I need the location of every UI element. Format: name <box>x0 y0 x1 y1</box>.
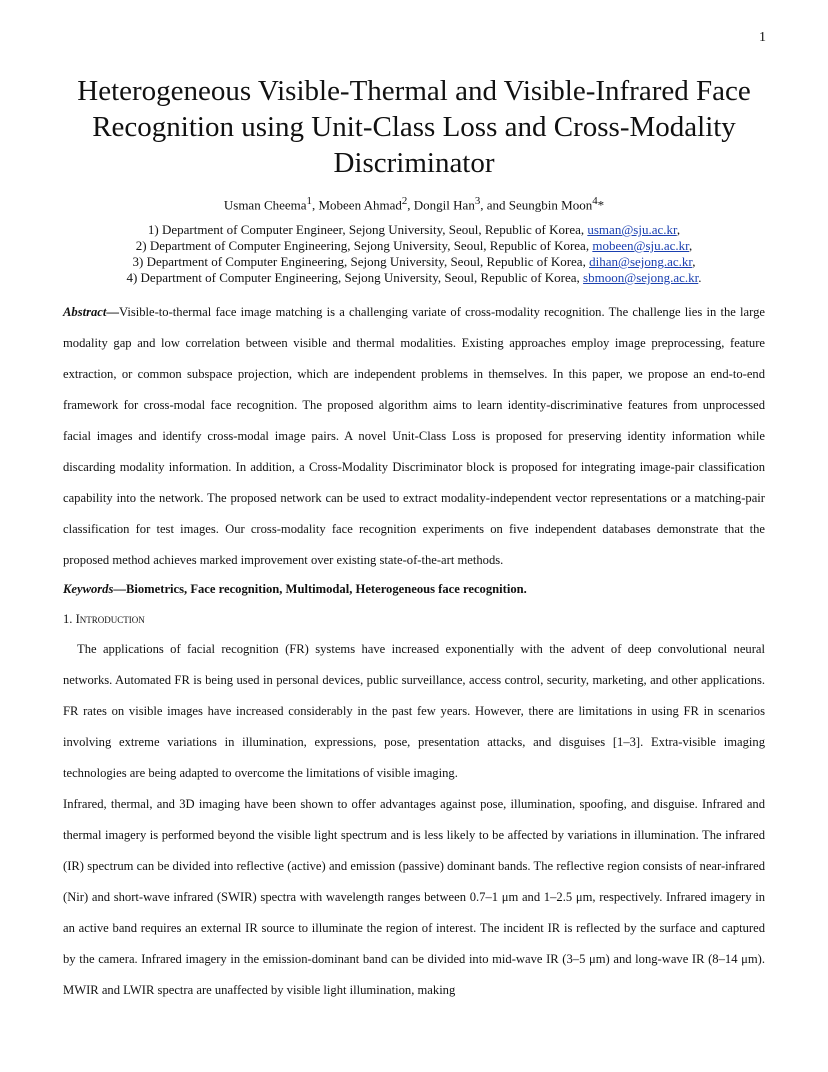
affiliation-line <box>40 222 788 238</box>
email-link[interactable]: mobeen@sju.ac.kr <box>592 238 689 253</box>
keywords <box>63 579 765 599</box>
affiliation-punctuation: . <box>698 270 702 285</box>
affiliation-punctuation: , <box>692 254 696 269</box>
affiliation-punctuation: , <box>676 222 681 237</box>
author-name: Seungbin Moon <box>508 197 593 213</box>
author-separator: , and <box>480 197 509 213</box>
affiliation-text: 4) Department of Computer Engineering, Sejong University, Seoul, Republic of Korea, <box>126 270 584 285</box>
affiliation-line <box>40 238 788 254</box>
page-number: 1 <box>759 30 766 45</box>
email-link[interactable]: usman@sju.ac.kr <box>587 222 677 237</box>
section-title: Introduction <box>75 612 145 626</box>
author-affiliation-index: 4 <box>592 195 598 207</box>
affiliation-text: 3) Department of Computer Engineering, Sejong University, Seoul, Republic of Korea, <box>132 254 590 269</box>
email-link[interactable]: dihan@sejong.ac.kr <box>589 254 693 269</box>
intro-paragraph: Infrared, thermal, and 3D imaging have been shown to offer advantages against pose, illumination, spoofing, and disguise. Infrared and thermal imagery is performed beyond the visible light spectrum and is less likely to be affected by variations in illumination. The infrared (IR) spectrum can be divided into reflective (active) and emission (passive) dominant bands. The reflective region consists of near-infrared (Nir) and short-wave infrared (SWIR) spectra with wavelength ranges between 0.7–1 μm and 1–2.5 μm, respectively. Infrared imagery in an active band requires an external IR source to illuminate the region of interest. The incident IR is reflected by the surface and captured by the camera. Infrared imagery in the emission-dominant band can be divided into mid-wave IR (3–5 μm) and long-wave IR (8–14 μm). MWIR and LWIR spectra are unaffected by visible light illumination, making <box>63 797 765 997</box>
affiliation-list <box>40 222 788 286</box>
author-list <box>60 193 768 213</box>
affiliation-punctuation: , <box>689 238 693 253</box>
email-link[interactable]: sbmoon@sejong.ac.kr <box>583 270 699 285</box>
author-name: Dongil Han <box>413 197 475 213</box>
paper-title: Heterogeneous Visible-Thermal and Visible-Infrared Face Recognition using Unit-Class Loss and Cross-Modality Discriminator <box>77 75 751 179</box>
author-name: Usman Cheema <box>223 197 307 213</box>
abstract-label: Abstract <box>63 305 107 319</box>
author-affiliation-index: 1 <box>306 195 312 207</box>
keywords-label: Keywords <box>63 582 114 596</box>
intro-paragraph: The applications of facial recognition (FR) systems have increased exponentially with the advent of deep convolutional neural networks. Automated FR is being used in personal devices, public surveillance, access control, security, marketing, and other applications. FR rates on visible images have increased considerably in the past few years. However, there are limitations in using FR in scenarios involving extreme variations in illumination, expressions, pose, presentation attacks, and disguises [1–3]. Extra-visible imaging technologies are being adapted to overcome the limitations of visible imaging. <box>63 642 765 780</box>
abstract <box>63 297 765 576</box>
abstract-text: Visible-to-thermal face image matching is a challenging variate of cross-modality recognition. The challenge lies in the large modality gap and low correlation between visible and thermal modalities. Existing approaches employ image preprocessing, feature extraction, or common subspace projection, which are independent problems in themselves. In this paper, we propose an end-to-end framework for cross-modal face recognition. The proposed algorithm aims to learn identity-discriminative features from unprocessed facial images and identify cross-modal image pairs. A novel Unit-Class Loss is proposed for preserving identity information while discarding modality information. In addition, a Cross-Modality Discriminator block is proposed for integrating image-pair classification capability into the network. The proposed network can be used to extract modality-independent vector representations or a matching-pair classification for test images. Our cross-modality face recognition experiments on five independent databases demonstrate that the proposed method achieves marked improvement over existing state-of-the-art methods. <box>63 305 765 567</box>
affiliation-text: 1) Department of Computer Engineer, Sejong University, Seoul, Republic of Korea, <box>147 222 588 237</box>
author-separator: , <box>407 197 414 213</box>
author-name: Mobeen Ahmad <box>318 197 402 213</box>
author-affiliation-index: 3 <box>474 195 481 207</box>
affiliation-text: 2) Department of Computer Engineering, Sejong University, Seoul, Republic of Korea, <box>135 238 593 253</box>
abstract-dash: — <box>106 305 119 319</box>
section-number: 1. <box>63 612 76 626</box>
author-separator: , <box>311 197 319 213</box>
affiliation-line <box>40 254 788 270</box>
section-heading <box>63 610 145 628</box>
affiliation-line <box>40 270 788 286</box>
corresponding-author-mark: * <box>597 197 605 213</box>
keywords-text: Biometrics, Face recognition, Multimodal, Heterogeneous face recognition. <box>125 582 527 596</box>
keywords-dash: — <box>113 582 126 596</box>
author-affiliation-index: 2 <box>401 195 408 207</box>
